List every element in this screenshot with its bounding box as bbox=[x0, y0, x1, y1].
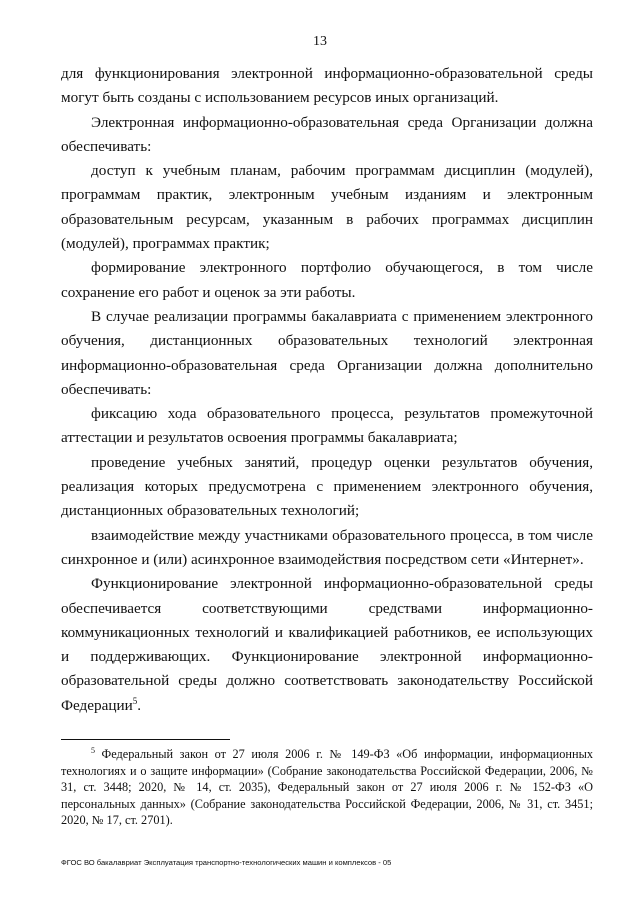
footnote-marker: 5 bbox=[91, 745, 95, 755]
footnote-5 bbox=[61, 746, 593, 829]
footnotes bbox=[61, 746, 593, 829]
paragraph-interaction: взаимодействие между участниками образовательного процесса, в том числе синхронное и (или) асинхронное взаимодействия посредством сети «Интернет». bbox=[61, 526, 593, 568]
paragraph-functioning-text: Функционирование электронной информационно-образовательной среды обеспечивается соответствующими средствами информационно-коммуникационных технологий и квалификацией работников, ее использующих и поддерживающих. Функционирование электронной информационно-образовательной среды должно соответствовать законодательству Российской Федерации bbox=[61, 575, 593, 714]
paragraph-portfolio: формирование электронного портфолио обучающегося, в том числе сохранение его работ и оценок за эти работы. bbox=[61, 259, 593, 301]
footnote-text: Федеральный закон от 27 июля 2006 г. № 149-ФЗ «Об информации, информационных технологиях и о защите информации» (Собрание законодательства Российской Федерации, 2006, № 31, ст. 3448; 2020, № 14, ст. 2035), Федеральный закон от 27 июля 2006 г. № 152-ФЗ «О персональных данных» (Собрание законодательства Российской Федерации, 2006, № 31, ст. 3451; 2020, № 17, ст. 2701). bbox=[61, 747, 593, 827]
paragraph-access-materials: доступ к учебным планам, рабочим программам дисциплин (модулей), программам практик, электронным учебным изданиям и электронным образовательным ресурсам, указанным в рабочих программах дисциплин (модулей), программах практик; bbox=[61, 162, 593, 253]
page-number: 13 bbox=[313, 34, 327, 49]
footnote-divider bbox=[61, 739, 230, 740]
paragraph-functioning bbox=[61, 572, 593, 718]
paragraph-distance-learning: В случае реализации программы бакалавриата с применением электронного обучения, дистанционных образовательных технологий электронная информационно-образовательная среда Организации должна дополнительно обеспечивать: bbox=[61, 307, 593, 398]
footnote-reference[interactable]: 5 bbox=[132, 695, 138, 706]
paragraph-process-recording: фиксацию хода образовательного процесса, результатов промежуточной аттестации и результатов освоения программы бакалавриата; bbox=[61, 405, 593, 447]
document-footer: ФГОС ВО бакалавриат Эксплуатация транспортно-технологических машин и комплексов - 05 bbox=[61, 858, 392, 867]
body-text bbox=[61, 62, 593, 718]
paragraph-functioning-end: . bbox=[137, 696, 142, 714]
paragraph-eios-requirements: Электронная информационно-образовательная среда Организации должна обеспечивать: bbox=[61, 113, 593, 155]
paragraph-conducting-classes: проведение учебных занятий, процедур оценки результатов обучения, реализация которых предусмотрена с применением электронного обучения, дистанционных образовательных технологий; bbox=[61, 453, 593, 520]
paragraph-continuation: для функционирования электронной информационно-образовательной среды могут быть созданы с использованием ресурсов иных организаций. bbox=[61, 65, 593, 107]
